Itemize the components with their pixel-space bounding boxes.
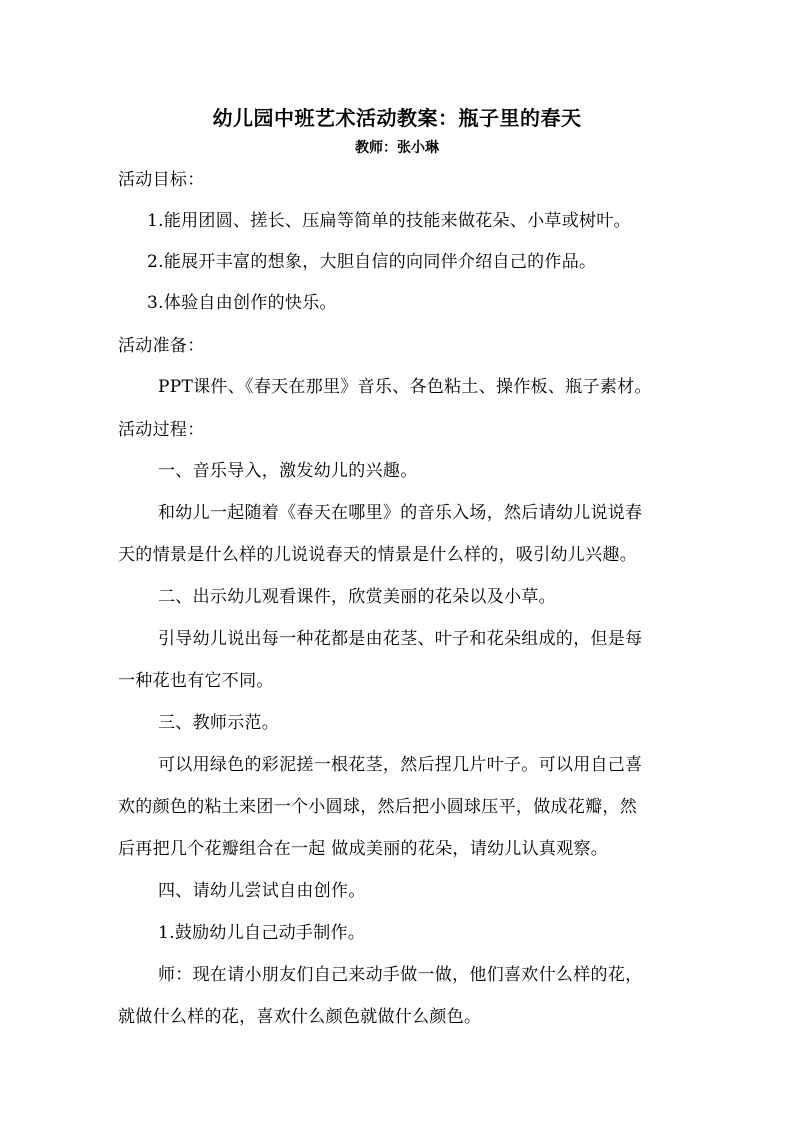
paragraph-line: 欢的颜色的粘土来团一个小圆球，然后把小圆球压平，做成花瓣，然 <box>118 797 637 817</box>
paragraph-line: 就做什么样的花，喜欢什么颜色就做什么颜色。 <box>118 1007 482 1027</box>
paragraph-line: 天的情景是什么样的儿说说春天的情景是什么样的，吸引幼儿兴趣。 <box>118 545 637 565</box>
step-heading-1: 一、音乐导入，激发幼儿的兴趣。 <box>158 461 418 481</box>
section-heading-goals: 活动目标： <box>118 170 205 190</box>
teacher-name: 教师：张小琳 <box>355 140 439 156</box>
section-heading-process: 活动过程： <box>118 420 205 440</box>
goal-item-3: 3.体验自由创作的快乐。 <box>147 293 337 313</box>
paragraph-line: 师：现在请小朋友们自己来动手做一做，他们喜欢什么样的花， <box>158 965 643 985</box>
paragraph-line: 1.鼓励幼儿自己动手制作。 <box>158 923 366 943</box>
paragraph-line: 和幼儿一起随着《春天在哪里》的音乐入场，然后请幼儿说说春 <box>158 503 643 523</box>
step-heading-2: 二、出示幼儿观看课件，欣赏美丽的花朵以及小草。 <box>158 587 556 607</box>
paragraph-line: 引导幼儿说出每一种花都是由花茎、叶子和花朵组成的，但是每 <box>158 629 643 649</box>
step-heading-3: 三、教师示范。 <box>158 713 280 733</box>
paragraph-line: 一种花也有它不同。 <box>118 671 274 691</box>
goal-item-2: 2.能展开丰富的想象，大胆自信的向同伴介绍自己的作品。 <box>147 252 597 272</box>
step-heading-4: 四、请幼儿尝试自由创作。 <box>158 881 366 901</box>
document-title: 幼儿园中班艺术活动教案：瓶子里的春天 <box>212 106 582 130</box>
paragraph-line: 可以用绿色的彩泥搓一根花茎，然后捏几片叶子。可以用自己喜 <box>158 755 643 775</box>
paragraph-line: 后再把几个花瓣组合在一起 做成美丽的花朵，请幼儿认真观察。 <box>118 839 609 859</box>
section-heading-preparation: 活动准备： <box>118 336 205 356</box>
preparation-text: PPT课件、《春天在那里》音乐、各色粘土、操作板、瓶子素材。 <box>158 377 652 397</box>
goal-item-1: 1.能用团圆、搓长、压扁等简单的技能来做花朵、小草或树叶。 <box>147 211 631 231</box>
